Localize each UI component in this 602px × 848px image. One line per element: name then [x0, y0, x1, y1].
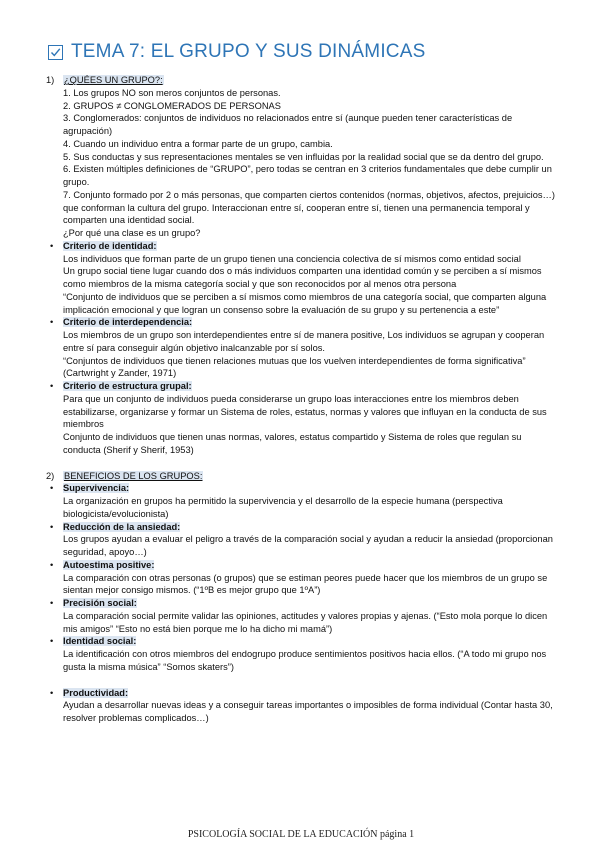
criterion-label: Criterio de interdependencia:: [63, 317, 193, 328]
criterion-interdependence: [46, 316, 558, 380]
title-text: TEMA 7: EL GRUPO Y SUS DINÁMICAS: [71, 41, 426, 62]
criterion-label: Criterio de identidad:: [63, 240, 157, 251]
benefit-item: [46, 521, 558, 559]
criterion-label: Criterio de estructura grupal:: [63, 381, 192, 391]
benefit-item: [46, 559, 558, 597]
list-item: 1. Los grupos NO son meros conjuntos de personas.: [63, 87, 281, 98]
criterion-text: “Conjuntos de individuos que tienen relaciones mutuas que los vuelven interdependientes de forma significativa” (Cartwright y Zander, 1971): [63, 355, 526, 379]
criterion-text: Los miembros de un grupo son interdependientes entre sí de manera positive, Los individuos se agrupan y cooperan entre sí para conseguir algún objetivo inalcanzable por sí solos.: [63, 330, 545, 353]
document-title: [48, 38, 425, 66]
section-1-list: [46, 87, 558, 240]
list-item: 3. Conglomerados: conjuntos de individuos no relacionados entre sí (aunque pueden tener características de agrupación): [63, 113, 513, 136]
criterion-text: Para que un conjunto de individuos pueda considerarse un grupo loas interacciones entre los miembros deben estabilizarse, organizarse y formar un Sistema de roles, estatus, normas y valores que influyan en la conducta de sus miembros: [63, 393, 547, 430]
benefit-item: [46, 687, 558, 725]
section-heading: BENEFICIOS DE LOS GRUPOS:: [64, 470, 203, 481]
criterion-text: Conjunto de individuos que tienen unas normas, valores, estatus compartido y Sistema de roles que regulan su conducta (Sherif y Sherif, 1953): [63, 432, 522, 455]
list-item: 7. Conjunto formado por 2 o más personas, que comparten ciertos contenidos (normas, objetivos, afectos, prejuicios…) que conforman la cultura del grupo. Interaccionan entre sí, cooperan entre sí, tienen una permanencia temporal y comparten una identidad social.: [63, 189, 555, 226]
criterion-structure: [46, 380, 558, 457]
list-item: 2. GRUPOS ≠ CONGLOMERADOS DE PERSONAS: [63, 100, 281, 111]
benefit-label: Reducción de la ansiedad:: [63, 521, 181, 532]
footer-subject: PSICOLOGÍA SOCIAL DE LA EDUCACIÓN: [187, 829, 378, 840]
section-number: 2): [46, 470, 55, 481]
document-body: [46, 74, 558, 725]
benefit-text: Ayudan a desarrollar nuevas ideas y a conseguir tareas importantes o imposibles de forma individual (Contar hasta 30, resolver problemas complicados…): [63, 700, 553, 723]
criterion-text: “Conjunto de individuos que se perciben a sí mismos como miembros de una categoría social, que comparten alguna implicación emocional y que logran un consenso sobre la evaluación de su grupo y su pertenencia a este”: [63, 291, 547, 315]
page-footer: [0, 829, 602, 840]
benefit-text: La comparación con otras personas (o grupos) que se estiman peores puede hacer que los miembros de un grupo se sientan mejor consigo mismos. (“1ºB es mejor grupo que 1ºA”): [63, 572, 548, 596]
benefit-text: Los grupos ayudan a evaluar el peligro a través de la comparación social y ayudan a reducir la ansiedad (proporcionan seguridad, apoyo…): [63, 534, 553, 557]
benefit-item: [46, 635, 558, 673]
footer-page-number: 1: [409, 829, 415, 840]
criterion-text: Los individuos que forman parte de un grupo tienen una conciencia colectiva de sí mismos como entidad social: [63, 253, 521, 264]
section-2: [46, 470, 558, 483]
benefit-label: Autoestima positive:: [63, 559, 155, 570]
section-1: [46, 74, 558, 87]
criterion-identity: [46, 240, 558, 317]
benefit-item: [46, 482, 558, 520]
list-item: 5. Sus conductas y sus representaciones mentales se ven influidas por la realidad social que se da dentro del grupo.: [63, 151, 544, 162]
checkbox-icon: [48, 45, 63, 60]
benefit-text: La identificación con otros miembros del endogrupo produce sentimientos positivos hacia ellos. (“A todo mi grupo nos gusta la misma música” “Somos skaters”): [63, 649, 547, 672]
section-heading: ¿QUÉES UN GRUPO?:: [64, 75, 163, 85]
benefit-item: [46, 597, 558, 635]
benefit-label: Precisión social:: [63, 598, 137, 608]
list-item: 4. Cuando un individuo entra a formar parte de un grupo, cambia.: [63, 138, 333, 149]
footer-page-word: página: [379, 829, 407, 840]
list-item: ¿Por qué una clase es un grupo?: [63, 228, 201, 238]
section-number: 1): [46, 75, 55, 85]
benefit-label: Supervivencia:: [63, 483, 130, 494]
benefit-label: Identidad social:: [63, 636, 137, 647]
benefit-text: La comparación social permite validar las opiniones, actitudes y valores propias y ajenas. (“Esto mola porque lo dicen mis amigos” “Esto no está bien porque me lo ha dicho mi mamá”): [63, 610, 548, 634]
benefit-label: Productividad:: [63, 687, 129, 698]
list-item: 6. Existen múltiples definiciones de “GRUPO”, pero todas se centran en 3 criterios fundamentales que debe cumplir un grupo.: [63, 164, 552, 187]
benefit-text: La organización en grupos ha permitido la supervivencia y el desarrollo de la especie humana (perspectiva biologicista/evolucionista): [63, 496, 503, 519]
criterion-text: Un grupo social tiene lugar cuando dos o más individuos comparten una identidad común y se perciben a sí mismos como miembros de la misma categoría social y que son reconocidos por al menos otra persona: [63, 266, 542, 289]
